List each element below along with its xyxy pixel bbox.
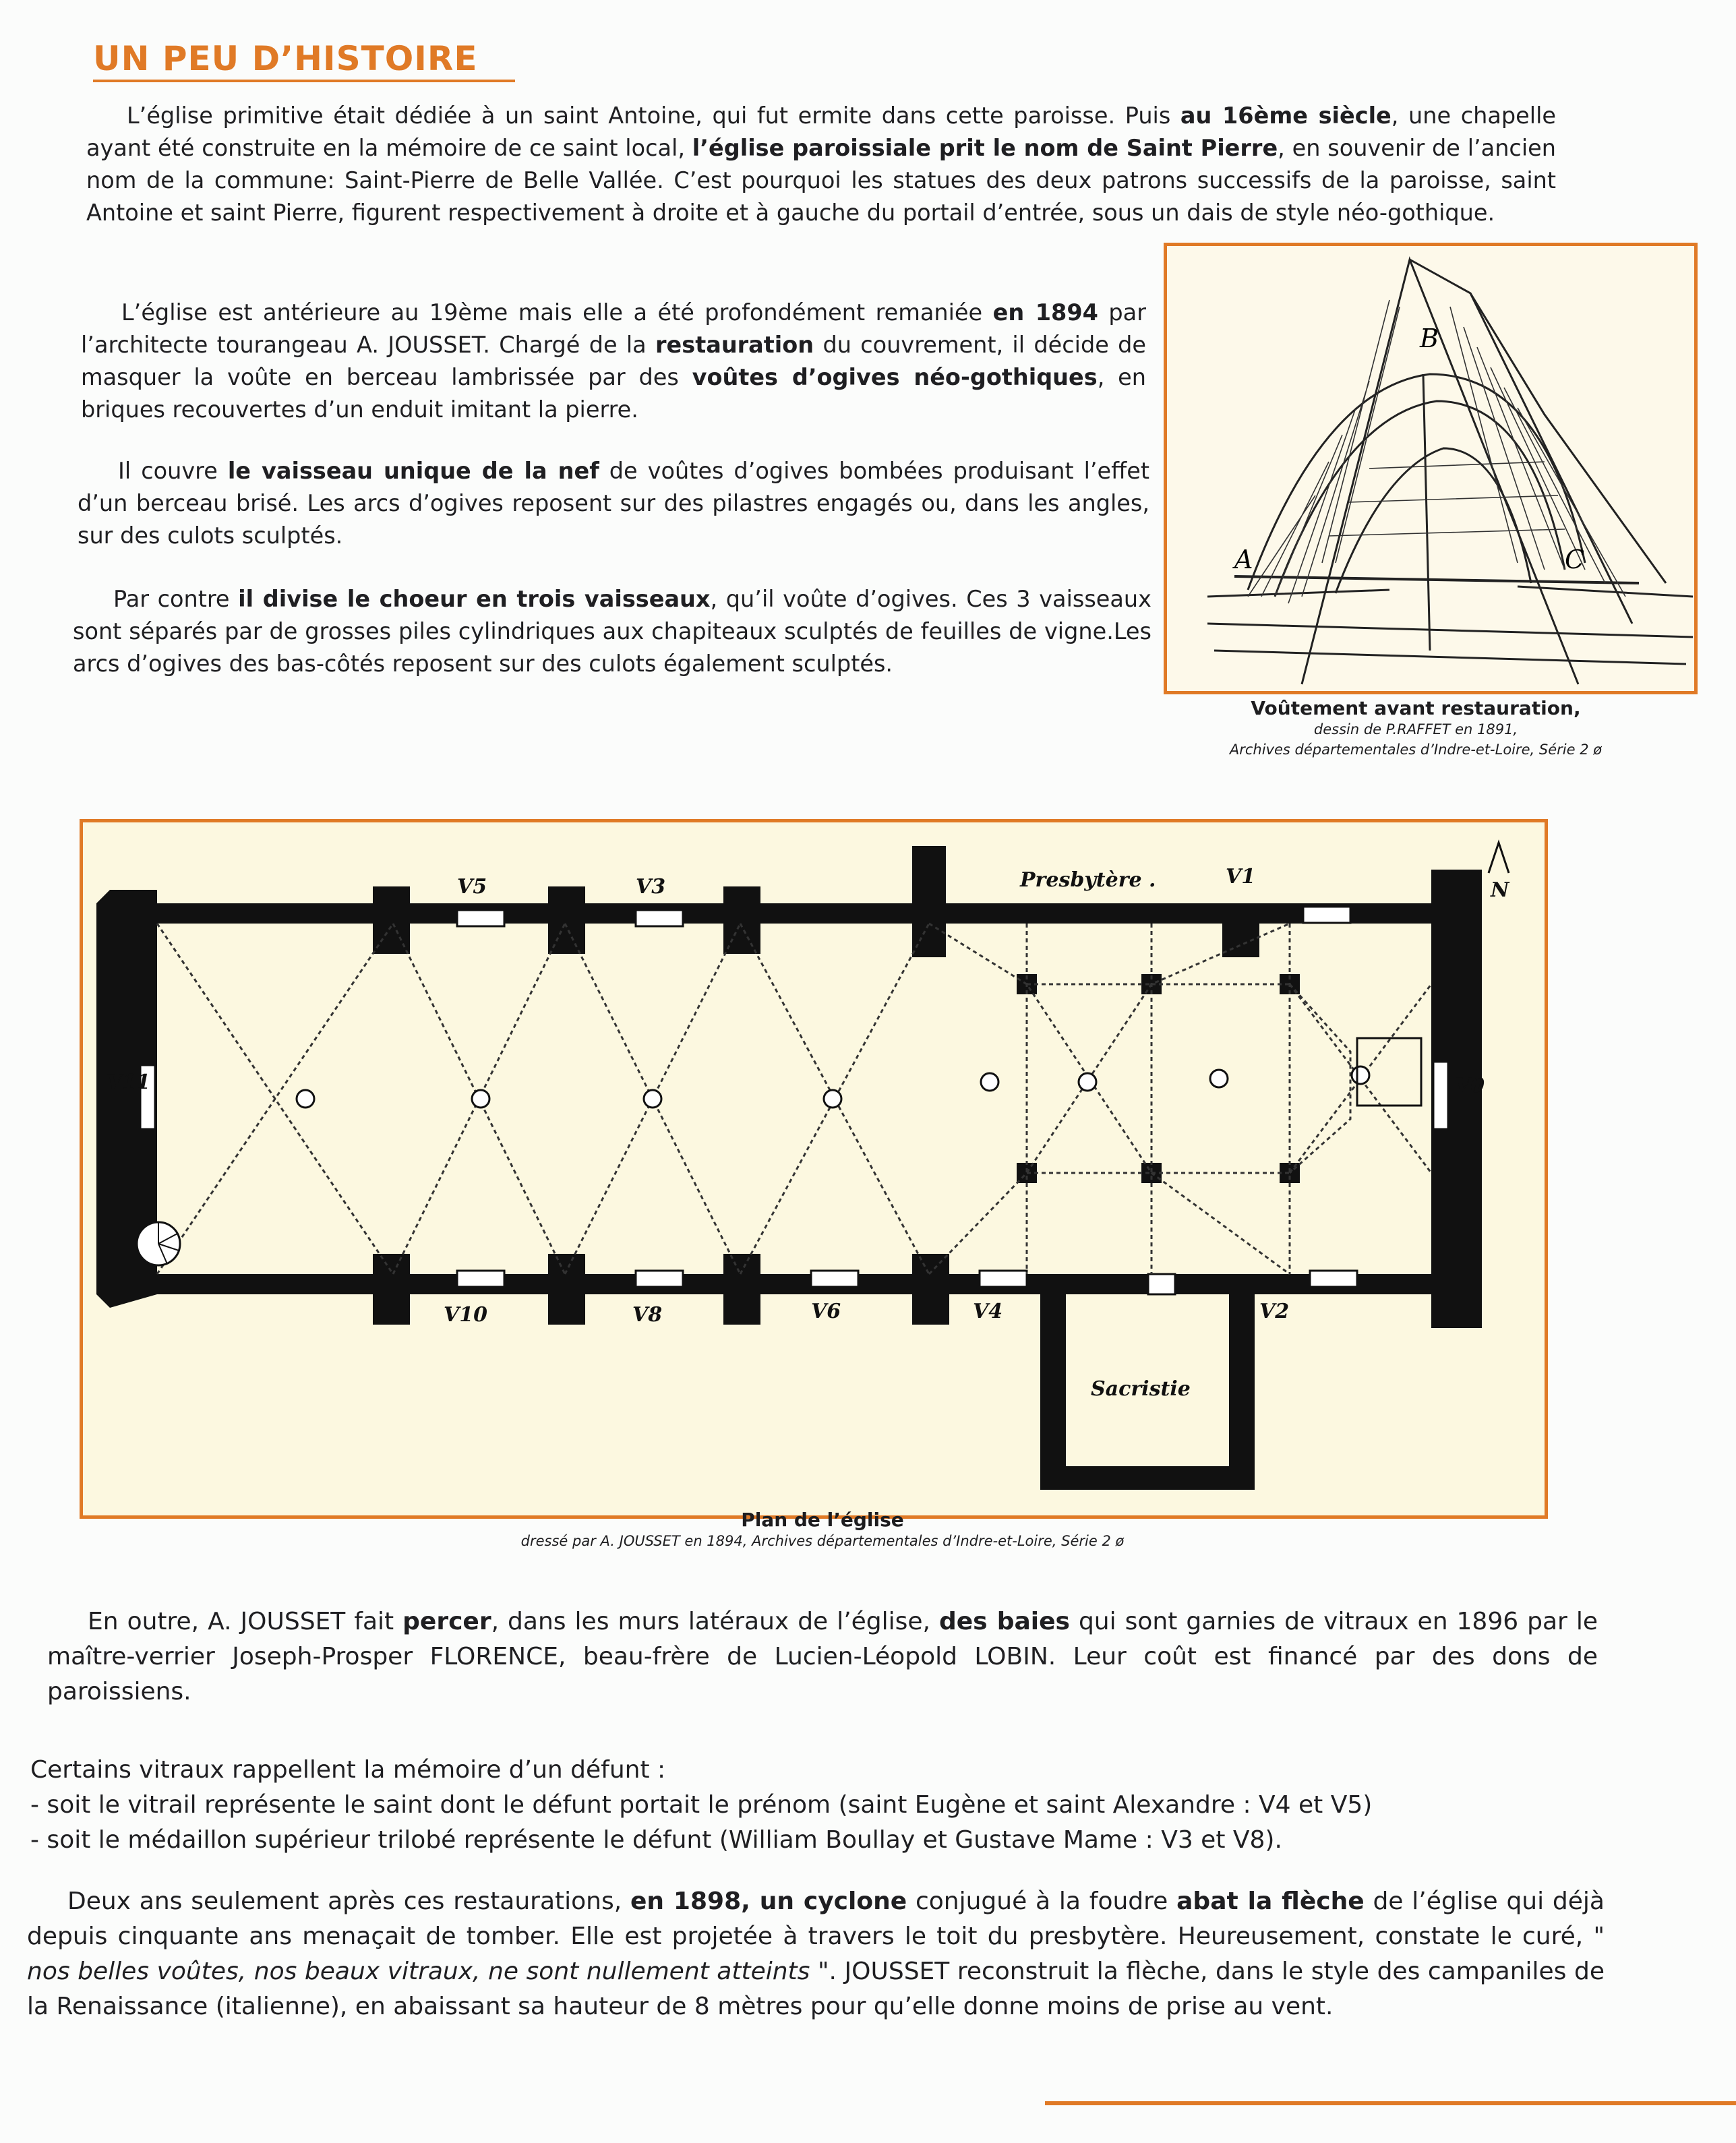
window-v5-label: V5 (457, 875, 487, 899)
window-v8-label: V8 (632, 1303, 663, 1327)
presbytere-label: Presbytère . (1020, 868, 1156, 892)
vault-caption-title: Voûtement avant restauration, (1251, 697, 1581, 719)
window-v2-label: V2 (1259, 1300, 1290, 1323)
footer-rule (1045, 2101, 1736, 2105)
paragraph-restoration-1894: L’église est antérieure au 19ème mais elle a été profondément remaniée en 1894 par l’architecte tourangeau A. JOUSSET. Chargé de la restauration du couvrement, il décide de masquer la voûte en berceau lambrissée par des voûtes d’ogives néo-gothiques, en briques recouvertes d’un enduit imitant la pierre. (81, 299, 1147, 423)
vault-drawing (1167, 246, 1694, 691)
vault-label-a: A (1234, 545, 1253, 574)
plan-caption-title: Plan de l’église (741, 1509, 904, 1531)
sacristie-label: Sacristie (1091, 1377, 1191, 1401)
memorial-intro: Certains vitraux rappellent la mémoire d’un défunt : (30, 1756, 666, 1784)
window-v1-label: V1 (1226, 865, 1256, 888)
church-plan (83, 822, 1545, 1515)
paragraph-history-intro: L’église primitive était dédiée à un saint Antoine, qui fut ermite dans cette paroisse. Puis au 16ème siècle, une chapelle ayant été construite en la mémoire de ce saint local, l’église paroissiale prit le nom de Saint Pierre, en souvenir de l’ancien nom de la commune: Saint-Pierre de Belle Vallée. C’est pourquoi les statues des deux patrons successifs de la paroisse, saint Antoine et saint Pierre, figurent respectivement à droite et à gauche du portail d’entrée, sous un dais de style néo-gothique. (86, 102, 1556, 226)
plan-figure-caption (351, 1509, 1294, 1551)
vault-caption-source: Archives départementales d’Indre-et-Loire, Série 2 ø (1229, 742, 1603, 758)
plan-caption-source: dressé par A. JOUSSET en 1894, Archives départementales d’Indre-et-Loire, Série 2 ø (520, 1533, 1125, 1549)
memorial-item-medallion: - soit le médaillon supérieur trilobé représente le défunt (William Boullay et Gustave Mame : V3 et V8). (30, 1826, 1282, 1854)
church-plan-figure (80, 819, 1548, 1519)
section-title: UN PEU D’HISTOIRE (93, 39, 478, 78)
vault-figure-caption (1146, 697, 1685, 760)
window-v6-label: V6 (811, 1300, 841, 1323)
window-v10-label: V10 (444, 1303, 488, 1327)
window-v4-label: V4 (973, 1300, 1003, 1323)
paragraph-cyclone-1898: Deux ans seulement après ces restaurations, en 1898, un cyclone conjugué à la foudre abat la flèche de l’église qui déjà depuis cinquante ans menaçait de tomber. Elle est projetée à travers le toit du presbytère. Heureusement, constate le curé, " nos belles voûtes, nos beaux vitraux, ne sont nullement atteints ". JOUSSET reconstruit la flèche, dans le style des campaniles de la Renaissance (italienne), en abaissant sa hauteur de 8 mètres pour qu’elle donne moins de prise au vent. (27, 1888, 1605, 2020)
vault-label-c: C (1565, 545, 1585, 574)
paragraph-windows: En outre, A. JOUSSET fait percer, dans les murs latéraux de l’église, des baies qui sont garnies de vitraux en 1896 par le maître-verrier Joseph-Prosper FLORENCE, beau-frère de Lucien-Léopold LOBIN. Leur coût est financé par des dons de paroissiens. (47, 1608, 1598, 1706)
paragraph-memorial-windows (30, 1753, 1581, 1858)
paragraph-choir: Par contre il divise le choeur en trois vaisseaux, qu’il voûte d’ogives. Ces 3 vaisseaux sont séparés par de grosses piles cylindriques aux chapiteaux sculptés de feuilles de vigne.Les arcs d’ogives des bas-côtés reposent sur des culots également sculptés. (73, 586, 1151, 677)
north-label: N (1491, 878, 1509, 902)
vault-caption-author: dessin de P.RAFFET en 1891, (1313, 721, 1518, 737)
vault-drawing-figure (1164, 243, 1698, 694)
memorial-item-saint: - soit le vitrail représente le saint dont le défunt portait le prénom (saint Eugène et saint Alexandre : V4 et V5) (30, 1791, 1373, 1819)
vault-label-b: B (1420, 324, 1439, 353)
title-underline (93, 80, 515, 82)
window-v0-label: V0 (1455, 1074, 1485, 1097)
window-v3-label: V3 (636, 875, 666, 899)
paragraph-nave: Il couvre le vaisseau unique de la nef de voûtes d’ogives bombées produisant l’effet d’un berceau brisé. Les arcs d’ogives reposent sur des pilastres engagés ou, dans les angles, sur des culots sculptés. (78, 458, 1149, 549)
window-v11-label: V11 (107, 1070, 151, 1094)
